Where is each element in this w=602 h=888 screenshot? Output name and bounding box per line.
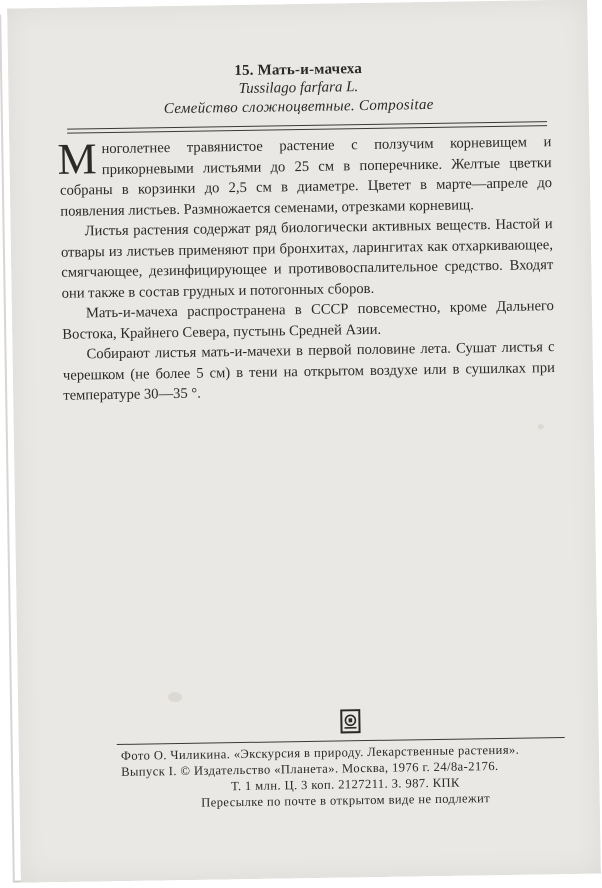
imprint-line-2: Выпуск I. © Издательство «Планета». Москва, 1976 г. 24/8а-2176. [121,758,499,779]
imprint-line-1: Фото О. Чиликина. «Экскурсия в природу. Лекарственные растения». [120,742,520,763]
paragraph-2: Листья растения содержат ряд биологически активных веществ. Настой и отвары из листьев применяют при бронхитах, ларингитах как отхаркивающее, смягчающее, дезинфицирующее и противовоспалительное средство. Входят они также в состав грудных и потогонных сборов. [60,216,554,302]
imprint-line-4: Пересылке по почте в открытом виде не подлежит [201,791,491,810]
imprint-line-3: Т. 1 млн. Ц. 3 коп. 2127211. З. 987. КПК [230,775,460,794]
latin-name: Tussilago farfara L. [238,79,359,97]
card-header [8,57,589,120]
postcard-back [7,0,601,883]
page-title: 15. Мать-и-мачеха [234,61,363,80]
paragraph-1 [59,132,552,222]
planeta-logo-icon [340,709,360,733]
paragraph-4: Собирают листья мать-и-мачехи в первой половине лета. Сушат листья с черешком (не более 5 см) в тени на открытом воздухе или в сушилках при температуре 30—35 °. [62,339,556,404]
description-text [59,132,555,406]
drop-cap: М [57,134,98,184]
paper-stain [538,424,544,429]
plant-family: Семейство сложноцветные. Compositae [163,96,434,118]
paragraph-3: Мать-и-мачеха распространена в СССР повсеместно, кроме Дальнего Востока, Крайнего Севера, пустынь Средней Азии. [62,298,555,343]
paragraph-1-text: ноголетнее травянистое растение с ползучим корневищем и прикорневыми листьями до 25 см в поперечнике. Желтые цветки собраны в корзинки до 2,5 см в диаметре. Цветет в марте—апреле до появления листьев. Размножается семенами, отрезками корневищ. [59,134,553,220]
imprint-footer [121,741,570,812]
paper-stain [168,692,182,702]
